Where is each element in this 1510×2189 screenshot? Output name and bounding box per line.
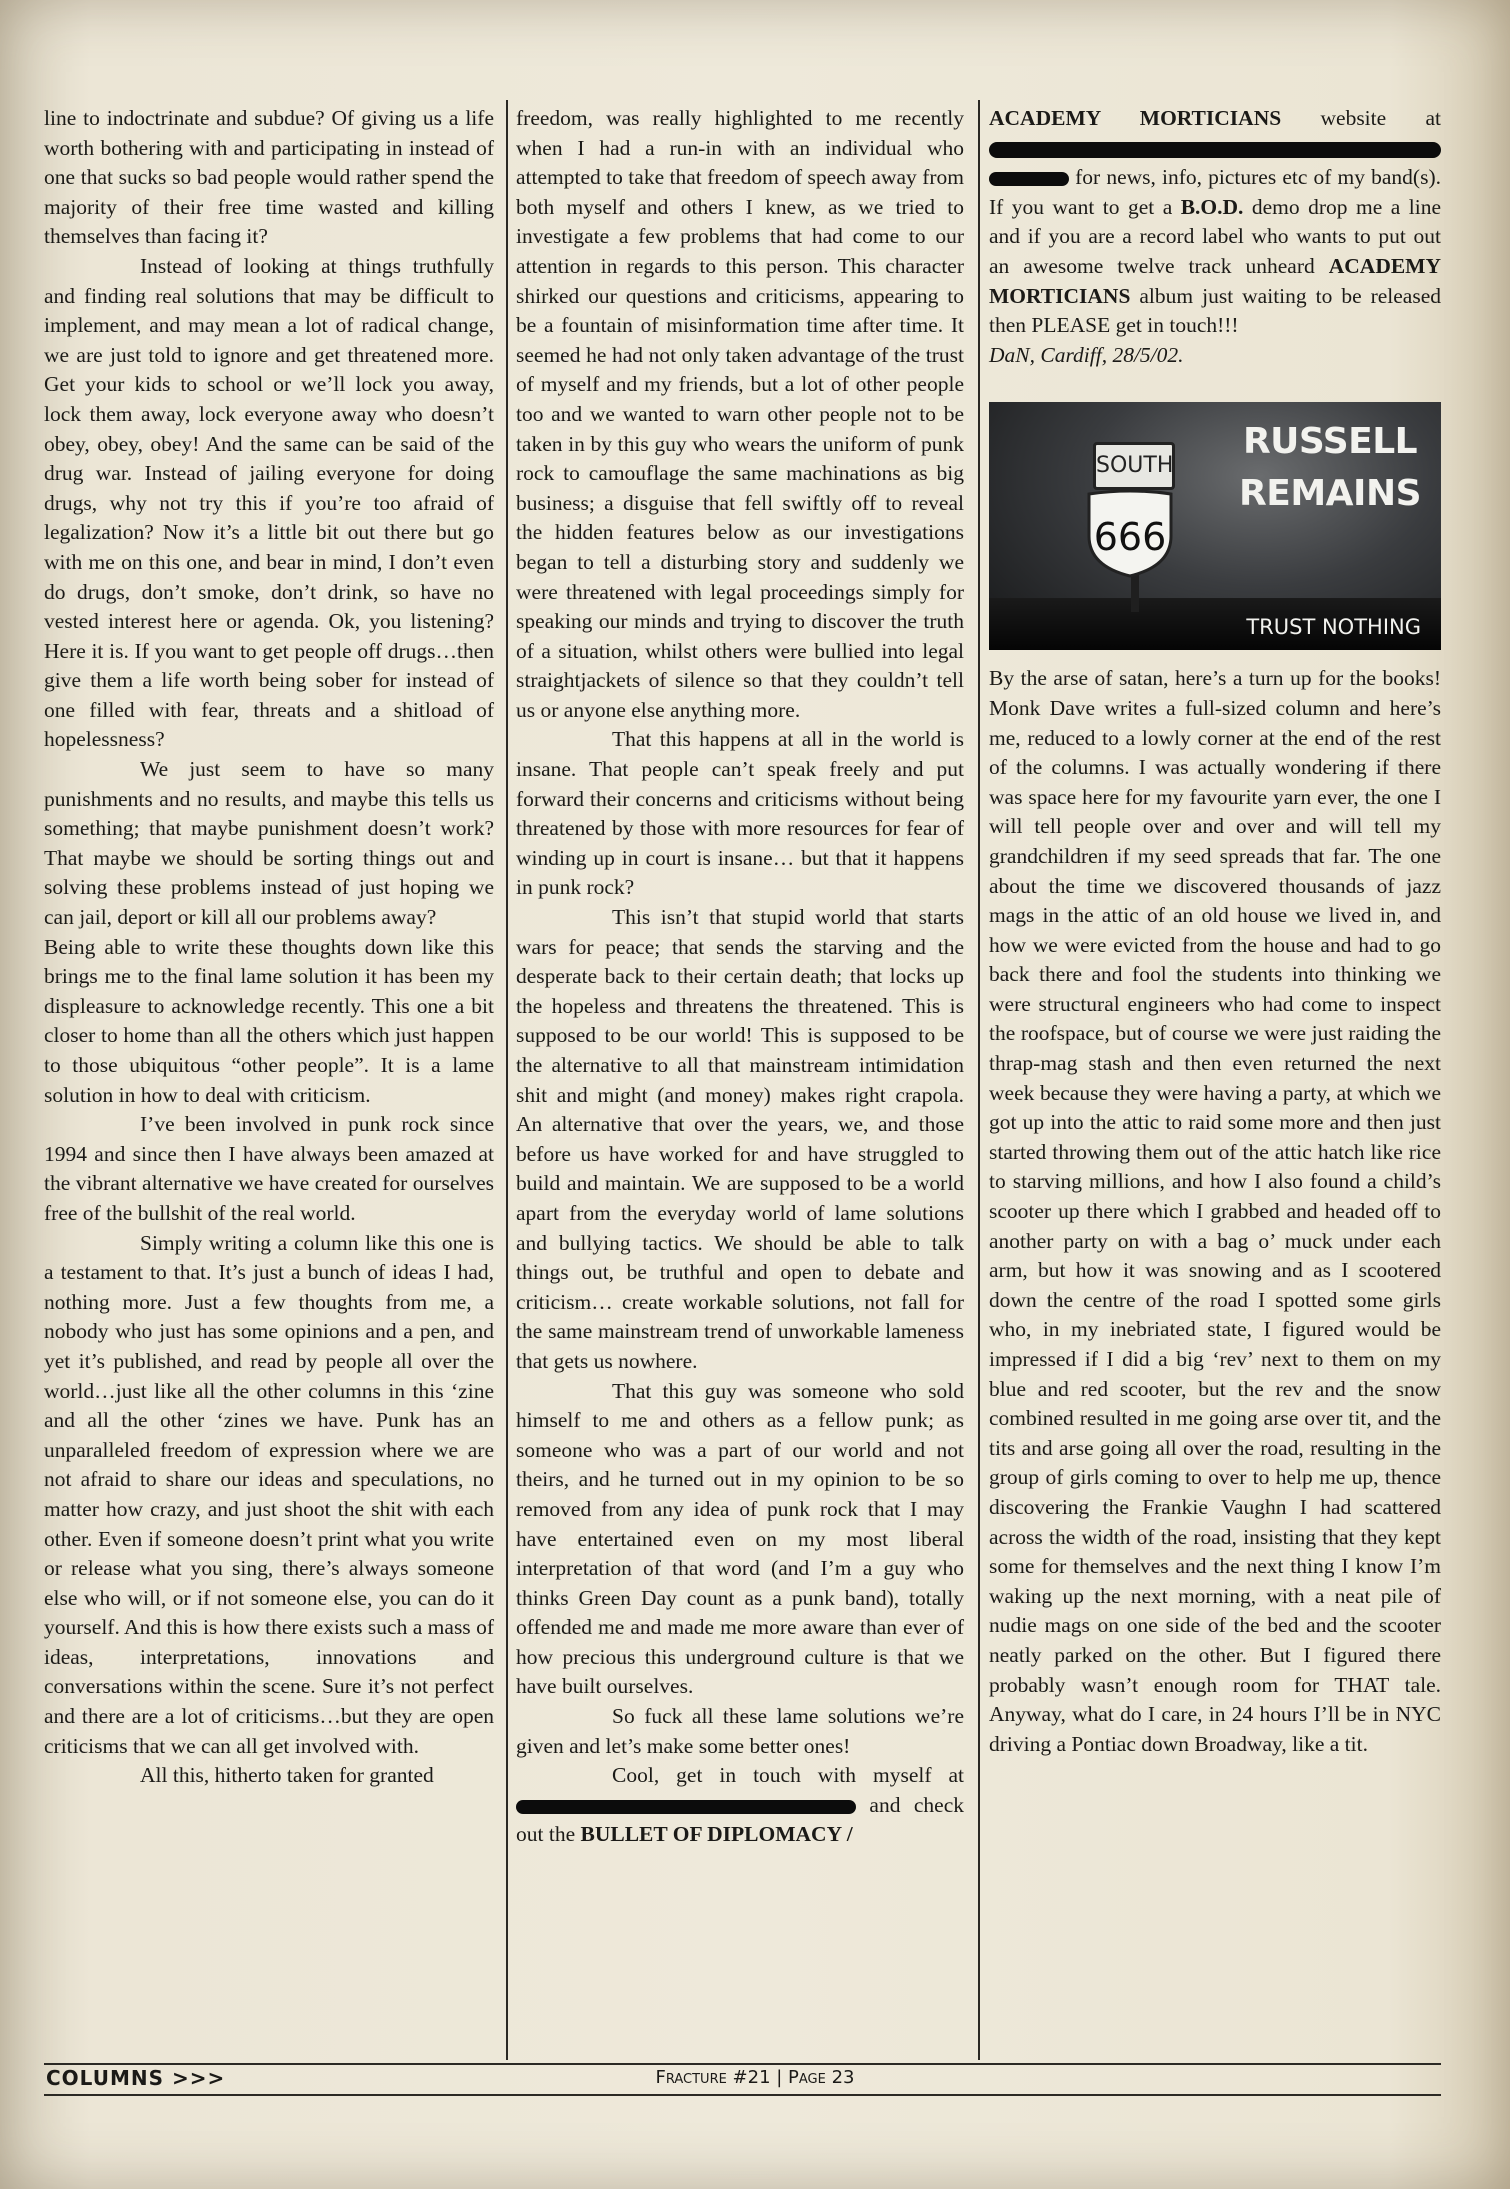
- column-divider: [506, 100, 508, 2060]
- contact-paragraph: [516, 1761, 964, 1850]
- photo-title-line: REMAINS: [1239, 473, 1421, 515]
- paragraph: Instead of looking at things truthfully and finding real solutions that may be difficult to implement, and may mean a lot of radical change, we are just told to ignore and get threatened more. Get your kids to school or we’ll lock you away, lock them away, lock everyone away who doesn’t obey, obey, obey! And the same can be said of the drug war. Instead of jailing everyone for doing drugs, why not try this if you’re too afraid of legalization? Now it’s a little bit out there but go with me on this one, and bear in mind, I don’t even do drugs, don’t smoke, don’t drink, so have no vested interest here or agenda. Ok, you listening? Here it is. If you want to get people off drugs…then give them a life worth being sober for instead of one filled with fear, threats and a shitload of hopelessness?: [44, 253, 494, 752]
- contact-text: demo drop me a line and if you are a record label who wants to put out an awesome twelve track unheard: [989, 194, 1441, 278]
- paragraph: That this guy was someone who sold himself to me and others as a fellow punk; as someone who was a part of our world and not theirs, and he turned out in my opinion to be so removed from any idea of punk rock that I may have entertained even on my most liberal interpretation of that word (and I’m a guy who thinks Green Day count as a punk band), totally offended me and made me more aware than ever of how precious this underground culture is that we have built ourselves.: [516, 1378, 964, 1699]
- paragraph: This isn’t that stupid world that starts wars for peace; that sends the starving and the desperate back to their certain death; that locks up the hopeless and threatens the threatened. This is supposed to be our world! This is supposed to be the alternative to all that mainstream intimidation shit and might (and money) makes right crapola. An alternative that over the years, we, and those before us have worked for and have struggled to build and maintain. We are supposed to be a world apart from the everyday world of lame solutions and bullying tactics. We should be able to talk things out, be truthful and open to debate and criticism… create workable solutions, not fall for the same mainstream trend of unworkable lameness that gets us nowhere.: [516, 905, 964, 1373]
- photo-tagline: TRUST NOTHING: [1246, 614, 1421, 639]
- road-sign-direction: SOUTH: [1093, 442, 1175, 490]
- column-left: [44, 104, 494, 1791]
- paragraph: That this happens at all in the world is insane. That people can’t speak freely and put forward their concerns and criticisms without being threatened by those with more resources for fear of winding up in court is insane… but that it happens in punk rock?: [516, 727, 964, 900]
- paragraph: Simply writing a column like this one is a testament to that. It’s just a bunch of ideas I had, nothing more. Just a few thoughts from me, a nobody who just has some opinions and a pen, and yet it’s published, and read by people all over the world…just like all the other columns in this ‘zine and all the other ‘zines we have. Punk has an unparalleled freedom of expression where we are not afraid to share our ideas and speculations, no matter how crazy, and just shoot the shit with each other. Even if someone doesn’t print what you write or release what you sing, there’s always someone else who will, or if not someone else, you can do it yourself. And this is how there exists such a mass of ideas, interpretations, innovations and conversations within the scene. Sure it’s not perfect and there are a lot of criticisms…but they are open criticisms that we can all get involved with.: [44, 1230, 494, 1758]
- sign-pole: [1131, 572, 1139, 612]
- column-middle: [516, 104, 964, 1850]
- band-abbrev: B.O.D.: [1180, 194, 1244, 219]
- route-number: 666: [1093, 515, 1167, 560]
- route-shield-icon: [1083, 488, 1177, 578]
- contact-text: album just waiting to be released then PLEASE get in touch!!!: [989, 283, 1442, 338]
- contact-text: and check out the: [516, 1792, 965, 1847]
- photo-title: [1239, 416, 1421, 520]
- author-signature: DaN, Cardiff, 28/5/02.: [989, 342, 1184, 367]
- redaction-bar: [516, 1800, 856, 1814]
- footer-rule: [44, 2094, 1441, 2096]
- paragraph: Being able to write these thoughts down like this brings me to the final lame solution it has been my displeasure to acknowledge recently. This one a bit closer to home than all the others which just happen to those ubiquitous “other people”. It is a lame solution in how to deal with criticism.: [44, 934, 494, 1107]
- band-photo: [989, 402, 1441, 650]
- contact-text: for news, info, pictures etc of my band(s). If you want to get a: [989, 165, 1441, 219]
- redaction-bar: [989, 142, 1441, 158]
- paragraph: line to indoctrinate and subdue? Of giving us a life worth bothering with and participating in instead of one that sucks so bad people would rather spend the majority of their free time wasted and killing themselves than facing it?: [44, 106, 494, 249]
- paragraph: I’ve been involved in punk rock since 1994 and since then I have always been amazed at the vibrant alternative we have created for ourselves free of the bullshit of the real world.: [44, 1112, 494, 1225]
- contact-paragraph: [989, 104, 1441, 341]
- paragraph: All this, hitherto taken for granted: [140, 1763, 434, 1788]
- redaction-bar: [989, 172, 1069, 186]
- band-name: ACADEMY MORTICIANS: [989, 253, 1442, 308]
- column-divider: [978, 100, 980, 2060]
- section-label: COLUMNS >>>: [46, 2066, 226, 2090]
- paragraph: So fuck all these lame solutions we’re given and let’s make some better ones!: [516, 1704, 964, 1758]
- paragraph: freedom, was really highlighted to me recently when I had a run-in with an individual who attempted to take that freedom of speech away from both myself and others I knew, as we tried to investigate a few problems that had come to our attention in regards to this person. This character shirked our questions and criticisms, appearing to be a fountain of misinformation time after time. It seemed he had not only taken advantage of the trust of myself and my friends, but a lot of other people too and we wanted to warn other people not to be taken in by this guy who wears the uniform of punk rock to camouflage the same machinations as big business; a disguise that fell swiftly off to reveal the hidden features below as our investigations began to tell a disturbing story and suddenly we were threatened with legal proceedings simply for speaking our minds and trying to discover the truth of a situation, whilst others were bullied into legal straightjackets of silence so that they couldn’t tell us or anyone else anything more.: [516, 106, 964, 722]
- page-number: Fracture #21 | Page 23: [655, 2067, 855, 2088]
- photo-title-line: RUSSELL: [1242, 421, 1418, 463]
- paragraph: We just seem to have so many punishments and no results, and maybe this tells us something; that maybe punishment doesn’t work? That maybe we should be sorting things out and solving these problems instead of just hoping we can jail, deport or kill all our problems away?: [44, 757, 494, 930]
- contact-text: website at: [1320, 106, 1441, 130]
- column-right: [989, 104, 1441, 1759]
- band-name: BULLET OF DIPLOMACY /: [580, 1822, 853, 1847]
- contact-text: Cool, get in touch with myself at: [612, 1763, 964, 1788]
- band-name: ACADEMY MORTICIANS: [989, 106, 1282, 130]
- paragraph: By the arse of satan, here’s a turn up for the books! Monk Dave writes a full-sized column and here’s me, reduced to a lowly corner at the end of the rest of the columns. I was actually wondering if there was space here for my favourite yarn ever, the one I will tell people over and over and will tell my grandchildren if my seed spreads that far. The one about the time we discovered thousands of jazz mags in the attic of an old house we lived in, and how we were evicted from the house and had to go back there and fool the students into thinking we were structural engineers who had come to inspect the roofspace, but of course we were just raiding the thrap-mag stash and then even returned the next week because they were having a party, at which we got up into the attic to raid some more and then just started throwing them out of the attic hatch like rice to starving millions, and how I also found a child’s scooter up there which I grabbed and headed off to another party on with a bag o’ muck under each arm, but how it was snowing and as I scootered down the centre of the road I spotted some girls who, in my inebriated state, I figured would be impressed if I did a big ‘rev’ next to them on my blue and red scooter, but the rev and the snow combined resulted in me going arse over tit, and the tits and arse going all over the road, resulting in the group of girls coming to over to help me up, thence discovering the Frankie Vaughn I had scattered across the width of the road, insisting that they kept some for themselves and the next thing I know I’m waking up the next morning, with a neat pile of nudie mags on one side of the bed and the scooter neatly parked on the other. But I figured there probably wasn’t enough room for THAT tale. Anyway, what do I care, in 24 hours I’ll be in NYC driving a Pontiac down Broadway, like a tit.: [989, 666, 1441, 1756]
